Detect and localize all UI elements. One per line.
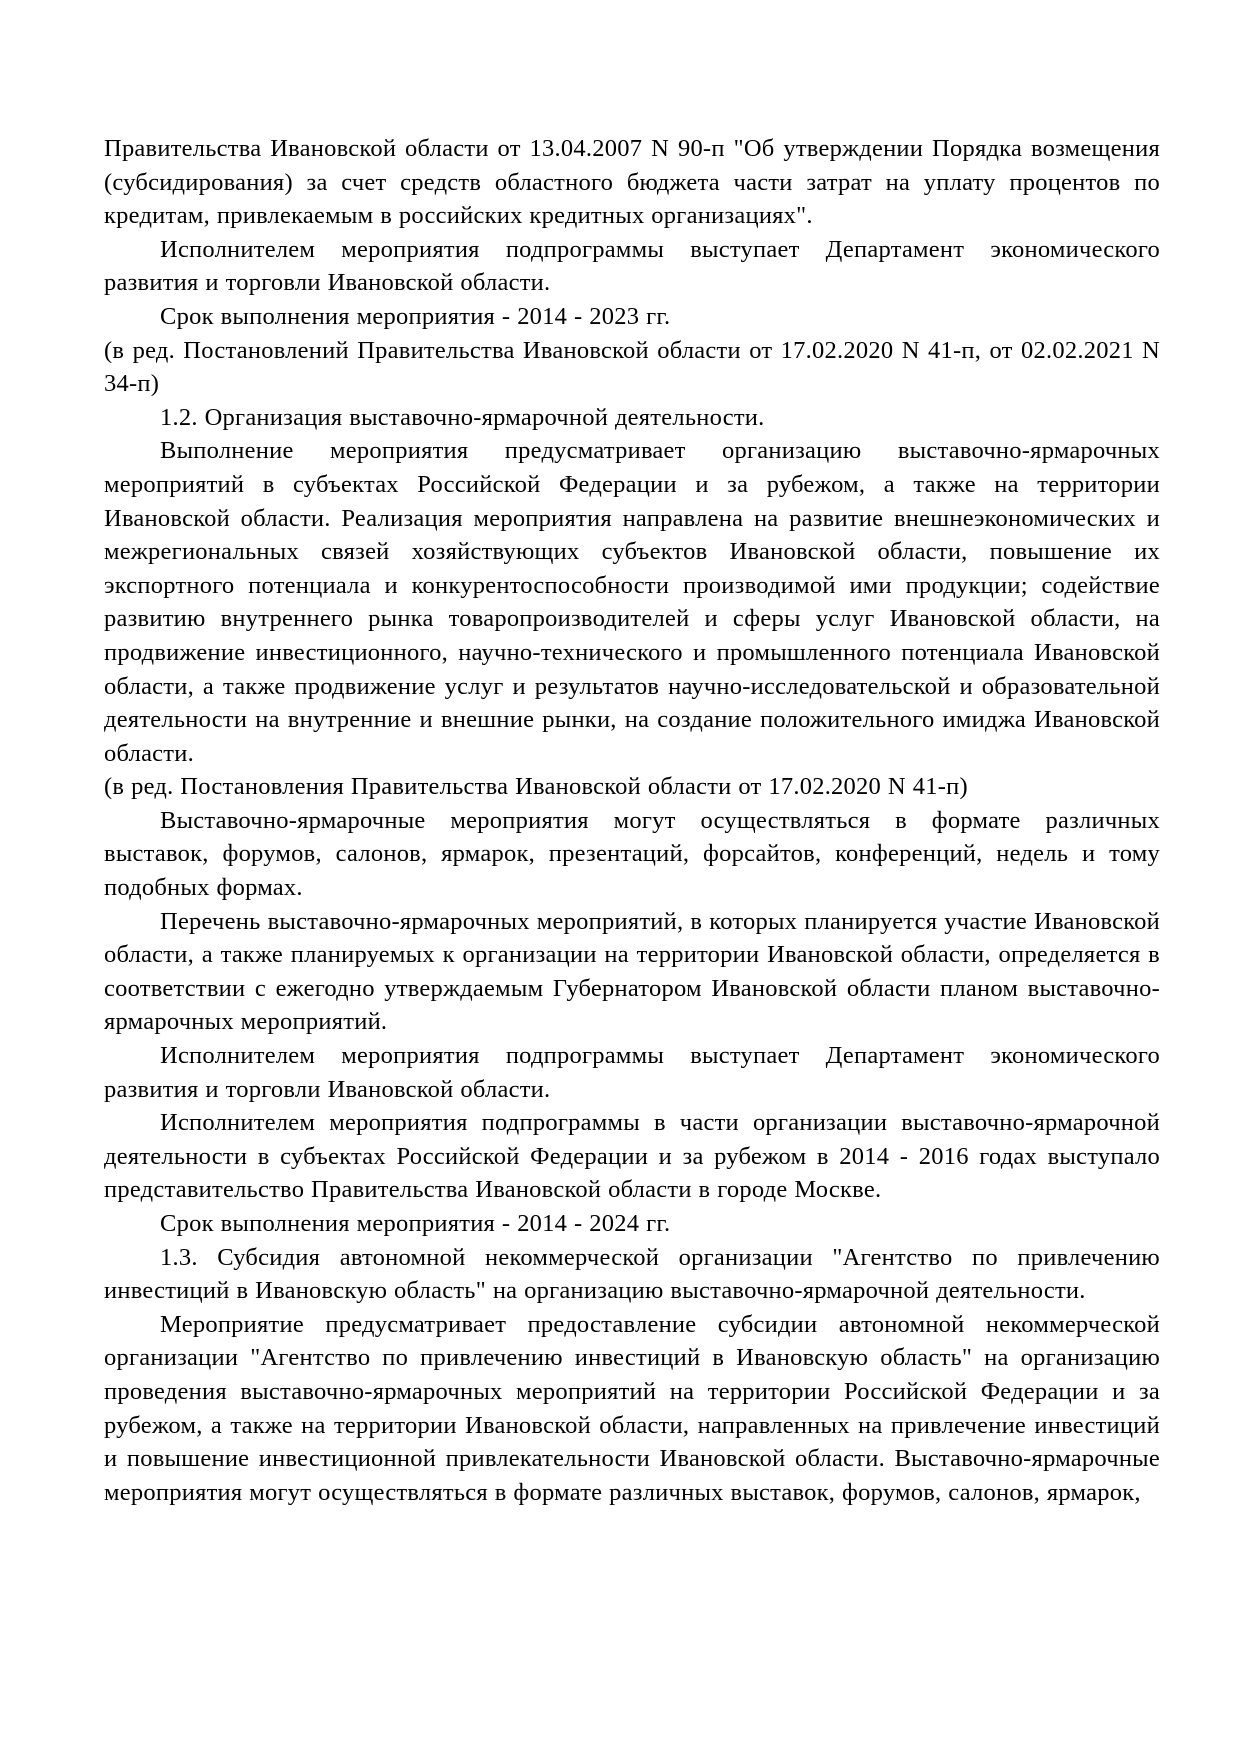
amendment-note-41p-34p: (в ред. Постановлений Правительства Ивановской области от 17.02.2020 N 41-п, от 02.02.2021 N 34-п) — [104, 336, 1160, 398]
section-heading-1-3: 1.3. Субсидия автономной некоммерческой организации "Агентство по привлечению инвестиций в Ивановскую область" на организацию выставочно-ярмарочной деятельности. — [104, 1243, 1160, 1305]
paragraph-executor-department: Исполнителем мероприятия подпрограммы выступает Департамент экономического развития и торговли Ивановской области. — [104, 235, 1160, 297]
paragraph-event-list-approval: Перечень выставочно-ярмарочных мероприятий, в которых планируется участие Ивановской области, а также планируемых к организации на территории Ивановской области, определяется в соответствии с ежегодно утверждаемым Губернатором Ивановской области планом выставочно-ярмарочных мероприятий. — [104, 907, 1160, 1036]
amendment-note-41p: (в ред. Постановления Правительства Ивановской области от 17.02.2020 N 41-п) — [104, 773, 968, 801]
paragraph-subsidy-agency-description: Мероприятие предусматривает предоставление субсидии автономной некоммерческой организации "Агентство по привлечению инвестиций в Ивановскую область" на организацию проведения выставочно-ярмарочных мероприятий на территории Российской Федерации и за рубежом, а также на территории Ивановской области, направленных на привлечение инвестиций и повышение инвестиционной привлекательности Ивановской области. Выставочно-ярмарочные мероприятия могут осуществляться в формате различных выставок, форумов, салонов, ярмарок, — [104, 1310, 1160, 1506]
paragraph-executor-moscow-representation: Исполнителем мероприятия подпрограммы в части организации выставочно-ярмарочной деятельности в субъектах Российской Федерации и за рубежом в 2014 - 2016 годах выступало представительство Правительства Ивановской области в городе Москве. — [104, 1109, 1160, 1204]
document-body — [104, 132, 1160, 1509]
paragraph-executor-department-2: Исполнителем мероприятия подпрограммы выступает Департамент экономического развития и торговли Ивановской области. — [104, 1042, 1160, 1103]
section-heading-1-2: 1.2. Организация выставочно-ярмарочной деятельности. — [160, 403, 765, 431]
paragraph-exhibition-activity-description: Выполнение мероприятия предусматривает организацию выставочно-ярмарочных мероприятий в субъектах Российской Федерации и за рубежом, а также на территории Ивановской области. Реализация мероприятия направлена на развитие внешнеэкономических и межрегиональных связей хозяйствующих субъектов Ивановской области, повышение их экспортного потенциала и конкурентоспособности производимой ими продукции; содействие развитию внутреннего рынка товаропроизводителей и сферы услуг Ивановской области, на продвижение инвестиционного, научно-технического и промышленного потенциала Ивановской области, а также продвижение услуг и результатов научно-исследовательской и образовательной деятельности на внутренние и внешние рынки, на создание положительного имиджа Ивановской области. — [104, 437, 1160, 767]
paragraph-term-2014-2023: Срок выполнения мероприятия - 2014 - 2023 гг. — [160, 302, 671, 330]
paragraph-term-2014-2024: Срок выполнения мероприятия - 2014 - 2024 гг. — [160, 1210, 671, 1237]
paragraph-event-formats: Выставочно-ярмарочные мероприятия могут осуществляться в формате различных выставок, форумов, салонов, ярмарок, презентаций, форсайтов, конференций, недель и тому подобных формах. — [104, 806, 1160, 902]
paragraph-continuation-decree-reference: Правительства Ивановской области от 13.04.2007 N 90-п "Об утверждении Порядка возмещения (субсидирования) за счет средств областного бюджета части затрат на уплату процентов по кредитам, привлекаемым в российских кредитных организациях". — [104, 135, 1160, 230]
